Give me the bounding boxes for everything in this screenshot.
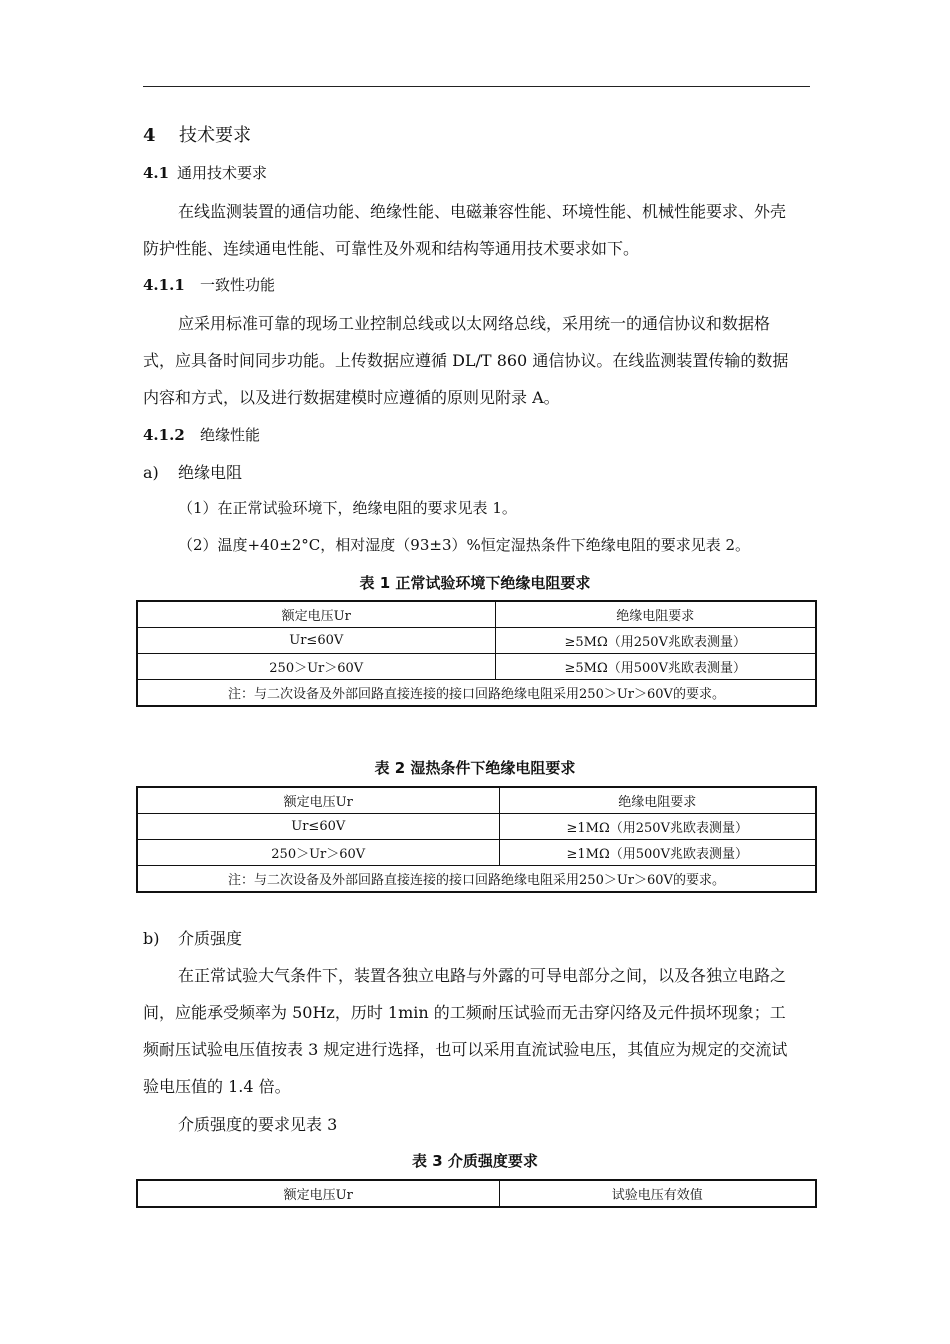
table-2-caption: 表 2 湿热条件下绝缘电阻要求 bbox=[374, 759, 576, 777]
paragraph-b-line-3: 频耐压试验电压值按表 3 规定进行选择，也可以采用直流试验电压，其值应为规定的交流试 bbox=[143, 1040, 788, 1059]
table-row bbox=[137, 654, 816, 680]
section-4-1-2-heading: 4.1.2 绝缘性能 bbox=[143, 426, 261, 444]
header-rule bbox=[143, 86, 810, 87]
table-note-row bbox=[137, 866, 816, 893]
table-header-cell: 额定电压Ur bbox=[137, 1180, 499, 1207]
table-note: 注：与二次设备及外部回路直接连接的接口回路绝缘电阻采用250＞Ur＞60V的要求。 bbox=[137, 866, 816, 893]
table-row bbox=[137, 814, 816, 840]
table-header-row bbox=[137, 787, 816, 814]
item-a-2: （2）温度+40±2°C，相对湿度（93±3）%恒定湿热条件下绝缘电阻的要求见表 2。 bbox=[178, 536, 751, 554]
table-header-cell: 绝缘电阻要求 bbox=[499, 787, 816, 814]
table-cell: ≥5MΩ（用250V兆欧表测量） bbox=[495, 628, 816, 654]
section-4-heading: 4 技术要求 bbox=[143, 125, 251, 146]
table-header-cell: 试验电压有效值 bbox=[499, 1180, 816, 1207]
paragraph-4-1-1-line-3: 内容和方式，以及进行数据建模时应遵循的原则见附录 A。 bbox=[143, 388, 560, 407]
table-cell: 250＞Ur＞60V bbox=[137, 840, 499, 866]
table-header-cell: 额定电压Ur bbox=[137, 601, 495, 628]
paragraph-4-1-line-1: 在线监测装置的通信功能、绝缘性能、电磁兼容性能、环境性能、机械性能要求、外壳 bbox=[178, 202, 787, 221]
table-row bbox=[137, 840, 816, 866]
paragraph-b-line-4: 验电压值的 1.4 倍。 bbox=[143, 1077, 291, 1096]
table-cell: 250＞Ur＞60V bbox=[137, 654, 495, 680]
table-note-row bbox=[137, 680, 816, 707]
table-header-row bbox=[137, 601, 816, 628]
table-header-row bbox=[137, 1180, 816, 1207]
table-cell: ≥1MΩ（用500V兆欧表测量） bbox=[499, 840, 816, 866]
table-cell: Ur≤60V bbox=[137, 628, 495, 654]
table-note: 注：与二次设备及外部回路直接连接的接口回路绝缘电阻采用250＞Ur＞60V的要求。 bbox=[137, 680, 816, 707]
table-cell: ≥5MΩ（用500V兆欧表测量） bbox=[495, 654, 816, 680]
table-3-caption: 表 3 介质强度要求 bbox=[412, 1152, 538, 1170]
table-header-cell: 绝缘电阻要求 bbox=[495, 601, 816, 628]
paragraph-4-1-line-2: 防护性能、连续通电性能、可靠性及外观和结构等通用技术要求如下。 bbox=[143, 239, 640, 258]
paragraph-b-2: 介质强度的要求见表 3 bbox=[178, 1115, 338, 1134]
table-header-cell: 额定电压Ur bbox=[137, 787, 499, 814]
table-cell: ≥1MΩ（用250V兆欧表测量） bbox=[499, 814, 816, 840]
paragraph-b-line-2: 间，应能承受频率为 50Hz，历时 1min 的工频耐压试验而无击穿闪络及元件损坏现象；工 bbox=[143, 1003, 786, 1022]
table-2 bbox=[136, 786, 817, 893]
section-4-1-heading: 4.1 通用技术要求 bbox=[143, 164, 268, 182]
table-1 bbox=[136, 600, 817, 707]
section-4-1-1-heading: 4.1.1 一致性功能 bbox=[143, 276, 276, 294]
paragraph-4-1-1-line-1: 应采用标准可靠的现场工业控制总线或以太网络总线，采用统一的通信协议和数据格 bbox=[178, 314, 771, 333]
paragraph-b-line-1: 在正常试验大气条件下，装置各独立电路与外露的可导电部分之间，以及各独立电路之 bbox=[178, 966, 787, 985]
item-a: a) 绝缘电阻 bbox=[143, 463, 243, 482]
paragraph-4-1-1-line-2: 式，应具备时间同步功能。上传数据应遵循 DL/T 860 通信协议。在线监测装置传输的数据 bbox=[143, 351, 789, 370]
table-cell: Ur≤60V bbox=[137, 814, 499, 840]
table-3 bbox=[136, 1179, 817, 1208]
table-1-caption: 表 1 正常试验环境下绝缘电阻要求 bbox=[359, 574, 591, 592]
item-b: b) 介质强度 bbox=[143, 929, 243, 948]
item-a-1: （1）在正常试验环境下，绝缘电阻的要求见表 1。 bbox=[178, 499, 517, 517]
table-row bbox=[137, 628, 816, 654]
